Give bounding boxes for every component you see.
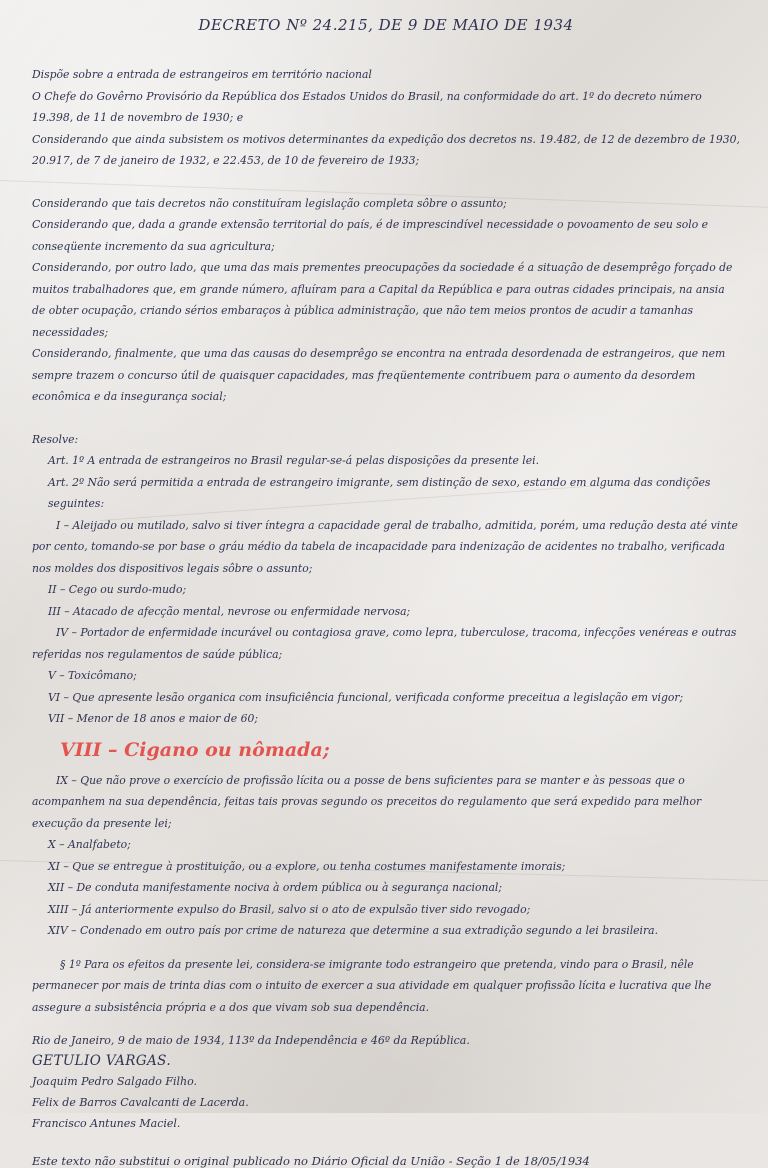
item-ii: II – Cego ou surdo-mudo; [48, 583, 187, 596]
resolve-label: Resolve: [32, 432, 79, 446]
paragraph-1: § 1º Para os efeitos da presente lei, considera-se imigrante todo estrangeiro que pretenda, vindo para o Brasil, nêle permanecer por mais de trinta dias com o intuito de exercer a sua atividade em qualquer profissão lícita e lucrativa que lhe assegure a subsistência própria e a dos que vivam sob sua dependência. [32, 957, 712, 1014]
item-xii: XII – De conduta manifestamente nociva à ordem pública ou à segurança nacional; [48, 881, 502, 894]
item-xiv: XIV – Condenado em outro país por crime de natureza que determine a sua extradição segundo a lei brasileira. [48, 924, 659, 937]
consideration-2: Considerando que, dada a grande extensão territorial do país, é de imprescindível necessidade o povoamento de seu solo e conseqüente incremento da sua agricultura; [32, 218, 709, 253]
spacer [32, 172, 740, 193]
preamble-summary: Dispõe sobre a entrada de estrangeiros em território nacional [32, 68, 372, 81]
place-date: Rio de Janeiro, 9 de maio de 1934, 113º da Independência e 46º da República. [32, 1034, 470, 1047]
spacer [32, 942, 740, 954]
article-2: Art. 2º Não será permitida a entrada de estrangeiro imigrante, sem distinção de sexo, estando em alguma das condições seguintes: [48, 475, 711, 510]
consideration-4: Considerando, finalmente, que uma das causas do desemprêgo se encontra na entrada desordenada de estrangeiros, que nem sempre trazem o concurso útil de quaisquer capacidades, mas freqüentemente contribuem para o aumento da desordem econômica e da insegurança social; [32, 347, 726, 403]
consideration-1: Considerando que tais decretos não constituíram legislação completa sôbre o assunto; [32, 196, 507, 210]
minister-signature-2: Felix de Barros Cavalcanti de Lacerda. [32, 1096, 249, 1109]
decree-title: DECRETO Nº 24.215, DE 9 DE MAIO DE 1934 [198, 16, 574, 34]
footer-note: Este texto não substitui o original publicado no Diário Oficial da União - Seção 1 de 18/05/1934 [32, 1154, 590, 1168]
item-x: X – Analfabeto; [48, 838, 131, 851]
item-iii: III – Atacado de afecção mental, nevrose ou enfermidade nervosa; [48, 604, 411, 618]
preamble-considering: Considerando que ainda subsistem os motivos determinantes da expedição dos decretos ns. 19.482, de 12 de dezembro de 1930, 20.917, de 7 de janeiro de 1932, e 22.453, de 10 de fevereiro de 1933; [32, 132, 740, 167]
item-xiii: XIII – Já anteriormente expulso do Brasil, salvo si o ato de expulsão tiver sido revogado; [48, 902, 531, 916]
article-1: Art. 1º A entrada de estrangeiros no Brasil regular-se-á pelas disposições da presente lei. [48, 454, 540, 467]
item-vii: VII – Menor de 18 anos e maior de 60; [48, 712, 259, 725]
consideration-3: Considerando, por outro lado, que uma das mais prementes preocupações da sociedade é a situação de desemprêgo forçado de muitos trabalhadores que, em grande número, afluíram para a Capital da República e para outras cidades principais, na ansia de obter ocupação, criando sérios embaraços à pública administração, que não tem meios prontos de acudir a tamanhas necessidades; [32, 261, 733, 339]
minister-signature-3: Francisco Antunes Maciel. [32, 1117, 181, 1130]
spacer [32, 408, 740, 429]
minister-signature-1: Joaquim Pedro Salgado Filho. [32, 1075, 198, 1088]
president-signature: GETULIO VARGAS. [32, 1053, 172, 1069]
spacer [32, 1018, 740, 1030]
item-viii-highlighted: VIII – Cigano ou nômada; [60, 738, 330, 761]
preamble-authority: O Chefe do Govêrno Provisório da República dos Estados Unidos do Brasil, na conformidade do art. 1º do decreto número 19.398, de 11 de novembro de 1930; e [32, 89, 702, 124]
item-v: V – Toxicômano; [48, 669, 137, 682]
item-i: I – Aleijado ou mutilado, salvo si tiver íntegra a capacidade geral de trabalho, admitida, porém, uma redução desta até vinte por cento, tomando-se por base o gráu médio da tabela de incapacidade para indenização de acidentes no trabalho, verificada nos moldes dos dispositivos legais sôbre o assunto; [32, 518, 738, 575]
item-iv: IV – Portador de enfermidade incurável ou contagiosa grave, como lepra, tuberculose, tracoma, infecções venéreas e outras referidas nos regulamentos de saúde pública; [32, 626, 737, 661]
item-ix: IX – Que não prove o exercício de profissão lícita ou a posse de bens suficientes para se manter e às pessoas que o acompanhem na sua dependência, feitas tais provas segundo os preceitos do regulamento que será expedido para melhor execução da presente lei; [32, 773, 702, 830]
item-xi: XI – Que se entregue à prostituição, ou a explore, ou tenha costumes manifestamente imorais; [48, 859, 566, 873]
item-vi: VI – Que apresente lesão organica com insuficiência funcional, verificada conforme preceitua a legislação em vigor; [48, 690, 684, 704]
